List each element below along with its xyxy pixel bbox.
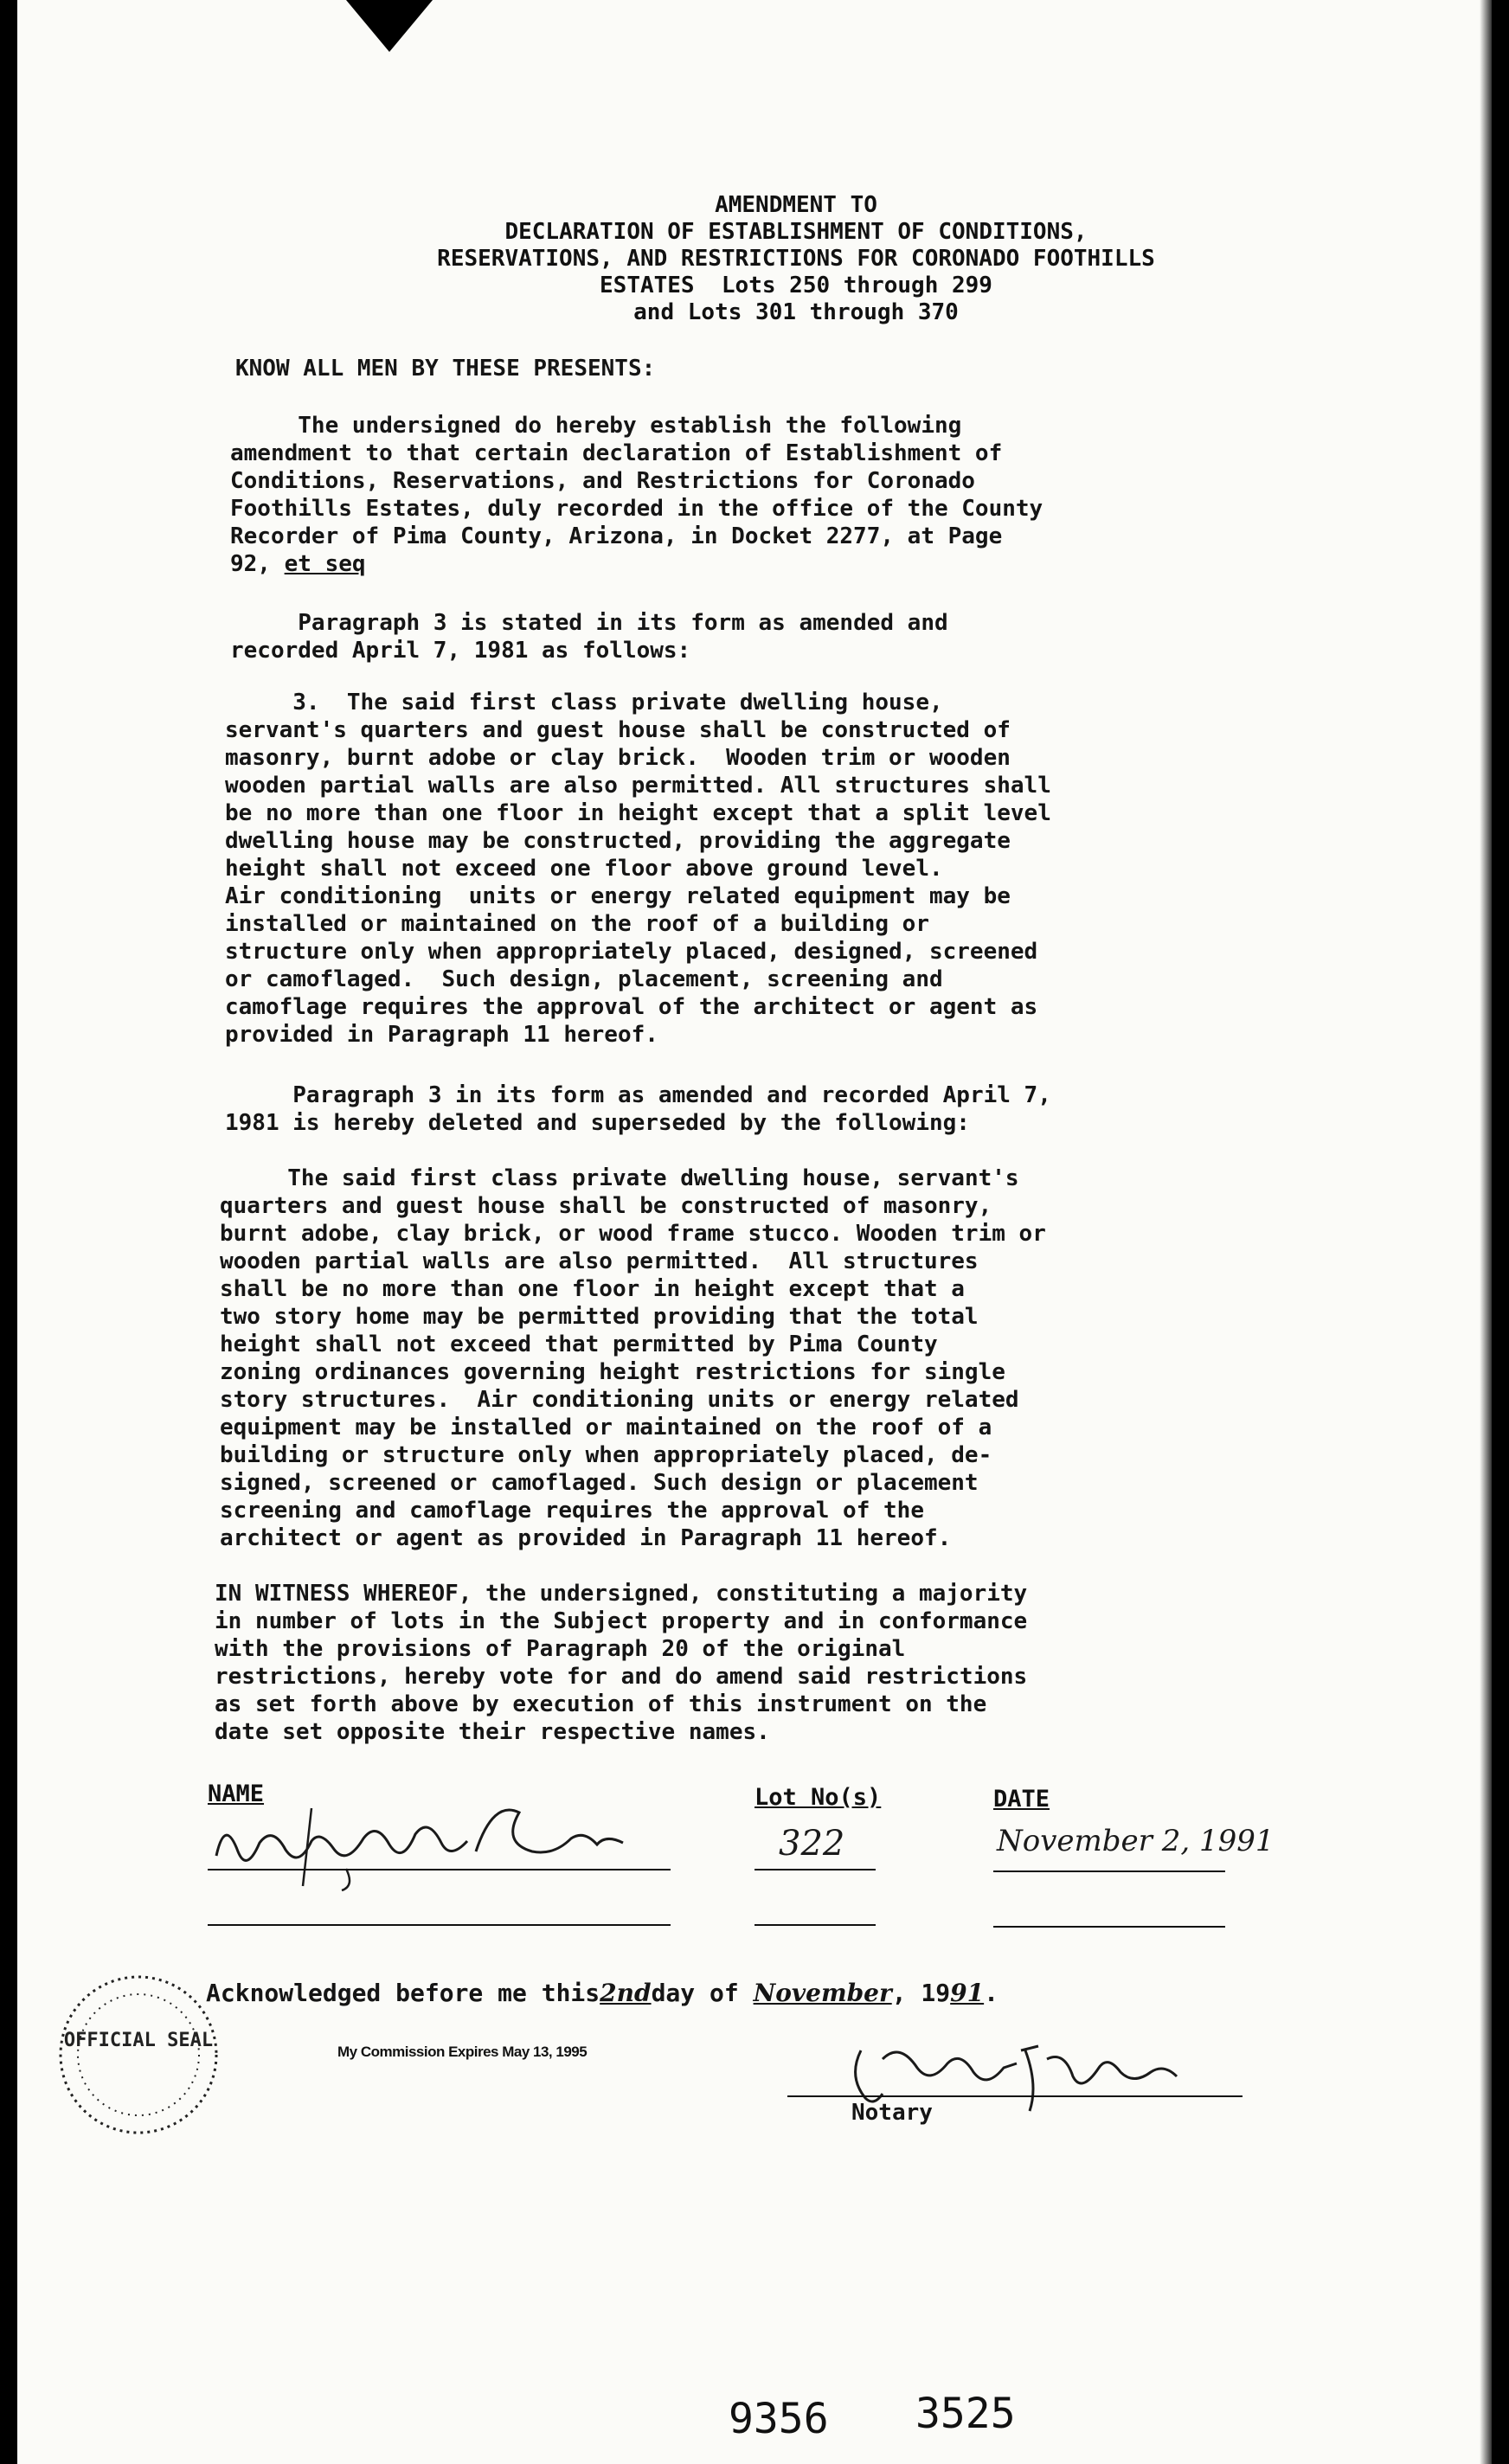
date-handwritten: November 2, 1991: [997, 1824, 1275, 1858]
date-line-2: [993, 1926, 1225, 1928]
notary-signature-line: [787, 2095, 1243, 2097]
docket-number: 9356: [729, 2395, 829, 2443]
commission-expiry: My Commission Expires May 13, 1995: [337, 2044, 588, 2060]
scan-corner-mark: [346, 0, 433, 52]
title-line-3: RESERVATIONS, AND RESTRICTIONS FOR CORONADO FOOTHILLS: [437, 246, 1155, 272]
ack-year: 91: [950, 1979, 985, 2007]
intro-et-seq: et seq: [284, 551, 366, 577]
ack-end: .: [984, 1979, 999, 2007]
title-line-1: AMENDMENT TO: [715, 192, 877, 218]
deleted-paragraph-intro: Paragraph 3 in its form as amended and recorded April 7, 1981 is hereby deleted and superseded by the following:: [225, 1082, 1051, 1136]
paragraph-3-intro: Paragraph 3 is stated in its form as amended and recorded April 7, 1981 as follows:: [230, 610, 948, 664]
salutation: KNOW ALL MEN BY THESE PRESENTS:: [235, 356, 656, 382]
lot-line-1: [754, 1869, 876, 1870]
title-line-5: and Lots 301 through 370: [633, 299, 959, 325]
lot-line-2: [754, 1924, 876, 1926]
name-line-1: [208, 1869, 671, 1870]
intro-paragraph: [230, 412, 1320, 578]
notary-seal-icon: [52, 1964, 225, 2146]
seal-text: OFFICIAL SEAL: [63, 2030, 214, 2051]
ack-prefix: Acknowledged before me this: [206, 1979, 600, 2007]
date-column-header: DATE: [993, 1786, 1050, 1813]
ack-year-prefix: , 19: [891, 1979, 951, 2007]
document-title: [329, 192, 1263, 326]
ack-middle: day of: [651, 1979, 739, 2007]
lot-number-handwritten: 322: [779, 1824, 845, 1864]
new-paragraph-3: The said first class private dwelling house, servant's quarters and guest house shall be constructed of masonry, burnt adobe, clay brick, or wood frame stucco. Wooden trim or wooden partial walls are also permitted. All structures shall be no more than one floor in height except that a two story home may be permitted providing that the total height shall not exceed that permitted by Pima County zoning ordinances governing height restrictions for single story structures. Air conditioning units or energy related equipment may be installed or maintained on the roof of a building or structure only when appropriately placed, de- signed, screened or camoflaged. Such design or placement screening and camoflage requires the approval of the architect or agent as provided in Paragraph 11 hereof.: [220, 1165, 1046, 1551]
owner-signature-icon: [190, 1791, 710, 1895]
title-line-2: DECLARATION OF ESTABLISHMENT OF CONDITIONS,: [504, 219, 1088, 245]
scan-edge-shadow: [1480, 0, 1492, 2464]
notary-signature-icon: [779, 2024, 1194, 2120]
ack-month: November: [753, 1979, 892, 2007]
name-column-header: NAME: [208, 1781, 265, 1807]
notary-label: Notary: [851, 2100, 933, 2126]
title-line-4: ESTATES Lots 250 through 299: [600, 273, 992, 298]
acknowledgment-line: [206, 1980, 999, 2007]
ack-day: 2nd: [600, 1979, 652, 2007]
paragraph-3-text: 3. The said first class private dwelling house, servant's quarters and guest house shall be constructed of masonry, burnt adobe or clay brick. Wooden trim or wooden wooden partial walls are also permitted. All structures shall be no more than one floor in height except that a split level dwelling house may be constructed, providing the aggregate height shall not exceed one floor above ground level. Air conditioning units or energy related equipment may be installed or maintained on the roof of a building or structure only when appropriately placed, designed, screened or camoflaged. Such design, placement, screening and camoflage requires the approval of the architect or agent as provided in Paragraph 11 hereof.: [225, 690, 1051, 1048]
date-line-1: [993, 1870, 1225, 1872]
witness-paragraph: IN WITNESS WHEREOF, the undersigned, constituting a majority in number of lots in the Subject property and in conformance with the provisions of Paragraph 20 of the original restrictions, hereby vote for and do amend said restrictions as set forth above by execution of this instrument on the date set opposite their respective names.: [215, 1581, 1028, 1745]
page-number: 3525: [915, 2390, 1016, 2438]
name-line-2: [208, 1924, 671, 1926]
lot-column-header: Lot No(s): [754, 1784, 882, 1811]
document-page: [17, 0, 1492, 2464]
intro-text: The undersigned do hereby establish the following amendment to that certain declaration of Establishment of Conditions, Reservations, and Restrictions for Coronado Foothills Estates, duly recorded in the office of the County Recorder of Pima County, Arizona, in Docket 2277, at Page 92,: [230, 413, 1043, 577]
